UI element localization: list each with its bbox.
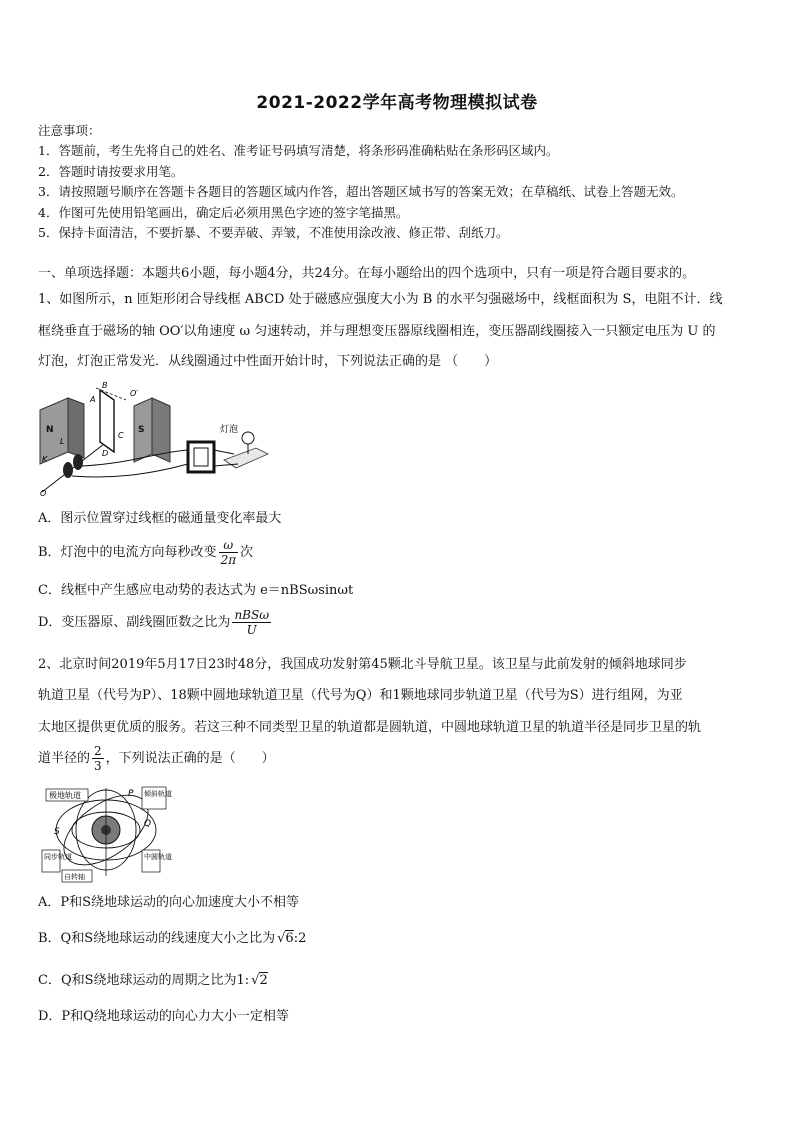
q2-option-c bbox=[38, 972, 268, 990]
generator-figure bbox=[38, 380, 270, 498]
brush-label-k: K bbox=[42, 455, 48, 464]
q2-option-c-text: C．Q和S绕地球运动的周期之比为1: bbox=[38, 973, 250, 988]
orbit-figure bbox=[38, 784, 172, 884]
fraction-numerator: 2 bbox=[94, 744, 102, 758]
sqrt-radicand: 2 bbox=[259, 973, 268, 988]
notice-item: 4．作图可先使用铅笔画出，确定后必须用黑色字迹的签字笔描黑。 bbox=[38, 205, 409, 220]
question-1-text: 灯泡，灯泡正常发光．从线圈通过中性面开始计时，下列说法正确的是 （ ） bbox=[38, 354, 498, 369]
notice-item: 1．答题前，考生先将自己的姓名、准考证号码填写清楚，将条形码准确粘贴在条形码区域内。 bbox=[38, 143, 559, 158]
q1-option-b-text: B．灯泡中的电流方向每秒改变 bbox=[38, 545, 217, 560]
notice-heading: 注意事项： bbox=[38, 123, 101, 138]
q2-last-suffix: ，下列说法正确的是（ ） bbox=[105, 751, 275, 766]
fraction-denominator: U bbox=[246, 623, 257, 637]
fraction bbox=[92, 744, 104, 773]
magnet-n-label: N bbox=[46, 425, 54, 435]
satellite-s-label: S bbox=[54, 827, 60, 837]
q1-option-a: A．图示位置穿过线框的磁通量变化率最大 bbox=[38, 511, 282, 526]
q2-option-a: A．P和S绕地球运动的向心加速度大小不相等 bbox=[38, 895, 300, 910]
q2-option-b-suffix: :2 bbox=[293, 931, 307, 946]
brush-label-l: L bbox=[60, 437, 65, 446]
section-heading: 一、单项选择题：本题共6小题，每小题4分，共24分。在每小题给出的四个选项中，只有一项是符合题目要求的。 bbox=[38, 266, 696, 281]
q2-last-text: 道半径的 bbox=[38, 751, 91, 766]
sqrt-radicand: 6 bbox=[285, 931, 294, 946]
satellite-q-label: Q bbox=[144, 819, 152, 829]
satellite-p-label: P bbox=[128, 789, 134, 799]
q1-option-b bbox=[38, 538, 253, 570]
question-2-text-last bbox=[38, 744, 275, 778]
sync-orbit-label: 同步轨道 bbox=[44, 853, 72, 861]
lamp-label: 灯泡 bbox=[220, 425, 239, 435]
frame-label-b: B bbox=[102, 381, 108, 390]
q1-option-c: C．线框中产生感应电动势的表达式为 e＝nBSωsinωt bbox=[38, 583, 354, 598]
frame-label-a: A bbox=[90, 395, 96, 404]
page-title: 2021-2022学年高考物理模拟试卷 bbox=[256, 93, 538, 113]
sqrt-sign: √ bbox=[251, 973, 260, 988]
axis-label-o: O bbox=[40, 489, 47, 498]
inclined-orbit-label: 倾斜轨道 bbox=[144, 790, 172, 798]
axis-label-o-prime: O′ bbox=[130, 389, 139, 398]
fraction-numerator: ω bbox=[219, 538, 239, 553]
polar-orbit-label: 极地轨道 bbox=[49, 791, 81, 800]
medium-orbit-label: 中圆轨道 bbox=[144, 853, 172, 861]
q1-option-d bbox=[38, 608, 273, 640]
fraction-denominator: 3 bbox=[94, 759, 102, 773]
question-2-text: 太地区提供更优质的服务。若这三种不同类型卫星的轨道都是圆轨道，中圆地球轨道卫星的轨道半径是同步卫星的轨 bbox=[38, 720, 702, 735]
q2-option-b bbox=[38, 930, 306, 948]
magnet-s-label: S bbox=[138, 425, 145, 435]
q1-option-b-suffix: 次 bbox=[240, 545, 254, 560]
question-2-text: 2、北京时间2019年5月17日23时48分，我国成功发射第45颗北斗导航卫星。该卫星与此前发射的倾斜地球同步 bbox=[38, 657, 687, 672]
sqrt-sign: √ bbox=[277, 931, 286, 946]
q1-option-d-text: D．变压器原、副线圈匝数之比为 bbox=[38, 615, 231, 630]
question-2-text: 轨道卫星（代号为P）、18颗中圆地球轨道卫星（代号为Q）和1颗地球同步轨道卫星（代号为S）进行组网，为亚 bbox=[38, 688, 683, 703]
fraction bbox=[232, 608, 271, 637]
q2-option-d: D．P和Q绕地球运动的向心力大小一定相等 bbox=[38, 1009, 289, 1024]
notice-item: 3．请按照题号顺序在答题卡各题目的答题区域内作答，超出答题区域书写的答案无效；在草稿纸、试卷上答题无效。 bbox=[38, 184, 684, 199]
notice-item: 5．保持卡面清洁，不要折暴、不要弄破、弄皱，不准使用涂改液、修正带、刮纸刀。 bbox=[38, 225, 509, 240]
frame-label-c: C bbox=[118, 431, 124, 440]
rotation-axis-label: 自转轴 bbox=[64, 873, 85, 881]
fraction-numerator: nBSω bbox=[234, 608, 269, 622]
question-1-text: 1、如图所示，n 匝矩形闭合导线框 ABCD 处于磁感应强度大小为 B 的水平匀强磁场中，线框面积为 S，电阻不计．线 bbox=[38, 292, 723, 307]
notice-item: 2．答题时请按要求用笔。 bbox=[38, 164, 184, 179]
question-1-text: 框绕垂直于磁场的轴 OO′以角速度 ω 匀速转动，并与理想变压器原线圈相连，变压器副线圈接入一只额定电压为 U 的 bbox=[38, 324, 716, 339]
frame-label-d: D bbox=[102, 449, 109, 458]
fraction bbox=[219, 538, 239, 567]
fraction-denominator: 2π bbox=[220, 553, 237, 567]
q2-option-b-text: B．Q和S绕地球运动的线速度大小之比为 bbox=[38, 931, 276, 946]
